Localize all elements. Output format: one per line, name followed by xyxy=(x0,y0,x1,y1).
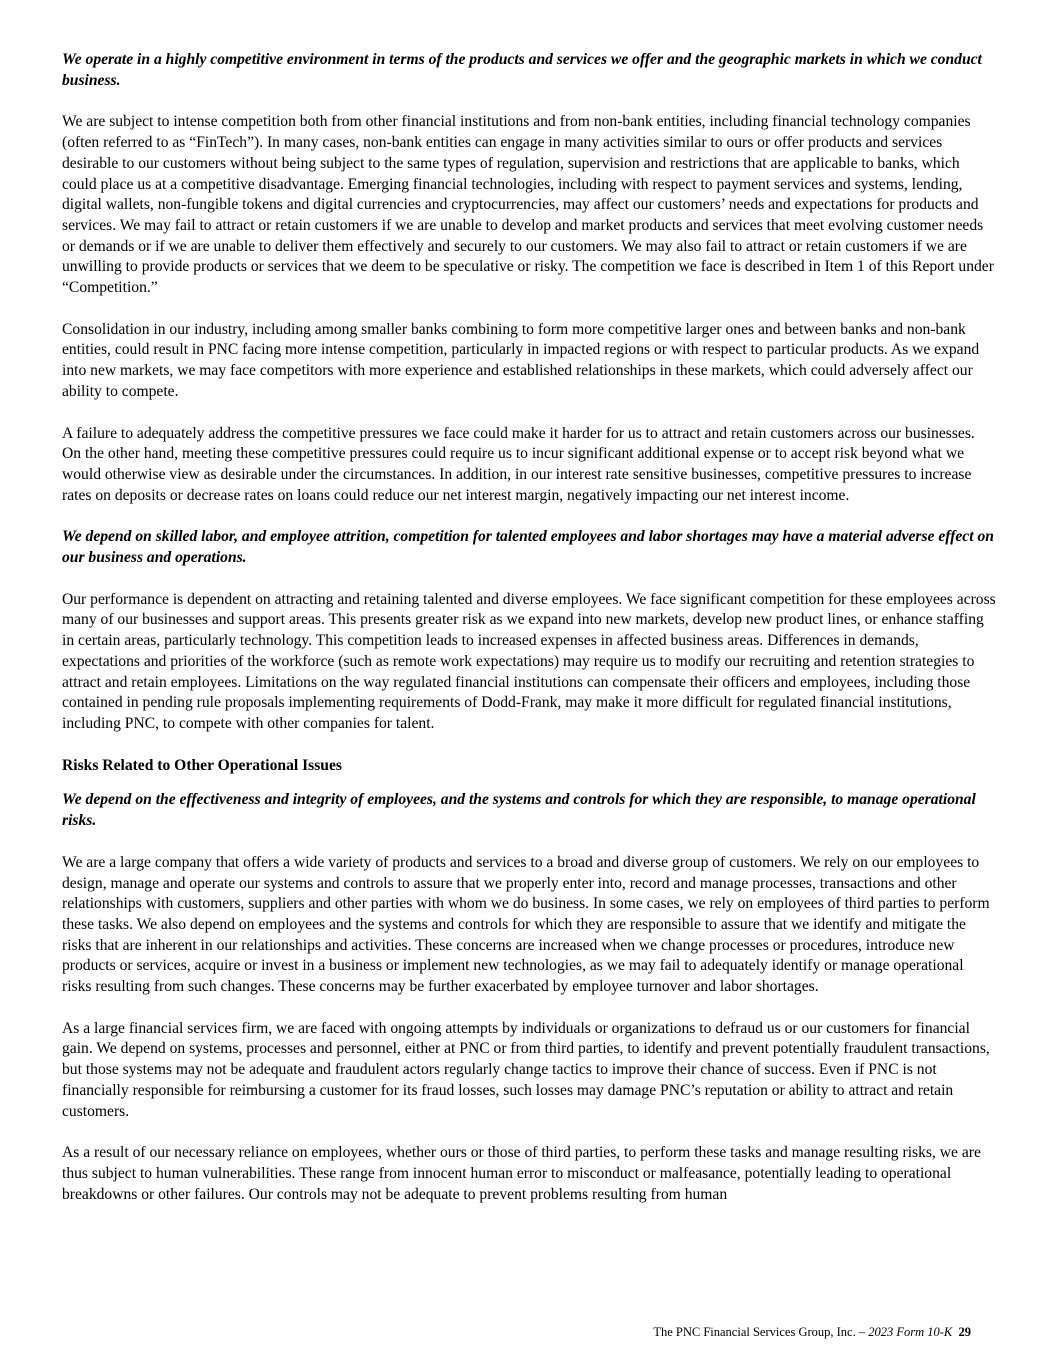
paragraph-competition-2: Consolidation in our industry, including among smaller banks combining to form more competitive larger ones and between banks and non-bank entities, could result in PNC facing more intense competition, particularly in impacted regions or with respect to particular products. As we expand into new markets, we may face competitors with more experience and established relationships in these markets, which could adversely affect our ability to compete. xyxy=(62,320,980,400)
paragraph-competition-3: A failure to adequately address the competitive pressures we face could make it harder for us to attract and retain customers across our businesses. On the other hand, meeting these competitive pressures could require us to incur significant additional expense or to accept risk beyond what we would otherwise view as desirable under the circumstances. In addition, in our interest rate sensitive businesses, competitive pressures to increase rates on deposits or decrease rates on loans could reduce our net interest margin, negatively impacting our net interest income. xyxy=(62,424,975,504)
paragraph-competition-1: We are subject to intense competition both from other financial institutions and from non-bank entities, including financial technology companies (often referred to as “FinTech”). In many cases, non-bank entities can engage in many activities similar to ours or offer products and services desirable to our customers without being subject to the same types of regulation, supervision and restrictions that are applicable to banks, which could place us at a competitive disadvantage. Emerging financial technologies, including with respect to payment services and systems, lending, digital wallets, non-fungible tokens and digital currencies and cryptocurrencies, may affect our customers’ needs and expectations for products and services. We may fail to attract or retain customers if we are unable to develop and market products and services that meet evolving customer needs or demands or if we are unable to deliver them effectively and securely to our customers. We may also fail to attract or retain customers if we are unwilling to provide products or services that we deem to be speculative or risky. The competition we face is described in Item 1 of this Report under “Competition.” xyxy=(62,113,994,297)
page-number: 29 xyxy=(958,1325,971,1339)
risk-heading-employees-integrity: We depend on the effectiveness and integrity of employees, and the systems and controls for which they are responsible, to manage operational risks. xyxy=(62,791,976,830)
risk-heading-competition: We operate in a highly competitive environment in terms of the products and services we offer and the geographic markets in which we conduct business. xyxy=(62,51,982,89)
footer-company: The PNC Financial Services Group, Inc. – xyxy=(653,1325,869,1339)
paragraph-skilled-labor: Our performance is dependent on attracting and retaining talented and diverse employees. We face significant competition for these employees across many of our businesses and support areas. This presents greater risk as we expand into new markets, develop new product lines, or enhance staffing in certain areas, particularly technology. This competition leads to increased expenses in affected business areas. Differences in demands, expectations and priorities of the workforce (such as remote work expectations) may require us to modify our recruiting and retention strategies to attract and retain employees. Limitations on the way regulated financial institutions can compensate their officers and employees, including those contained in pending rule proposals implementing requirements of Dodd-Frank, may make it more difficult for regulated financial institutions, including PNC, to compete with other companies for talent. xyxy=(62,590,996,732)
paragraph-employees-1: We are a large company that offers a wide variety of products and services to a broad and diverse group of customers. We rely on our employees to design, manage and operate our systems and controls to assure that we properly enter into, record and manage processes, transactions and other relationships with customers, suppliers and other parties with whom we do business. In some cases, we rely on employees of third parties to perform these tasks. We also depend on employees and the systems and controls for which they are responsible to assure that we identify and mitigate the risks that are inherent in our relationships and activities. These concerns are increased when we change processes or procedures, introduce new products or services, acquire or invest in a business or implement new technologies, as we may fail to adequately identify or manage operational risks resulting from such changes. These concerns may be further exacerbated by employee turnover and labor shortages. xyxy=(62,853,990,996)
paragraph-fraud: As a large financial services firm, we are faced with ongoing attempts by individuals or organizations to defraud us or our customers for financial gain. We depend on systems, processes and personnel, either at PNC or from third parties, to identify and prevent potentially fraudulent transactions, but those systems may not be adequate and fraudulent actors regularly change tactics to improve their chance of success. Even if PNC is not financially responsible for reimbursing a customer for its fraud losses, such losses may damage PNC’s reputation or ability to attract and retain customers. xyxy=(62,1019,990,1120)
paragraph-human-vulnerabilities: As a result of our necessary reliance on employees, whether ours or those of third parties, to perform these tasks and manage resulting risks, we are thus subject to human vulnerabilities. These range from innocent human error to misconduct or malfeasance, potentially leading to operational breakdowns or other failures. Our controls may not be adequate to prevent problems resulting from human xyxy=(62,1144,981,1203)
document-page xyxy=(62,50,996,1205)
page-footer xyxy=(653,1325,971,1340)
footer-form: 2023 Form 10-K xyxy=(868,1325,953,1339)
section-heading-operational: Risks Related to Other Operational Issues xyxy=(62,756,342,774)
risk-heading-skilled-labor: We depend on skilled labor, and employee attrition, competition for talented employees and labor shortages may have a material adverse effect on our business and operations. xyxy=(62,528,994,567)
